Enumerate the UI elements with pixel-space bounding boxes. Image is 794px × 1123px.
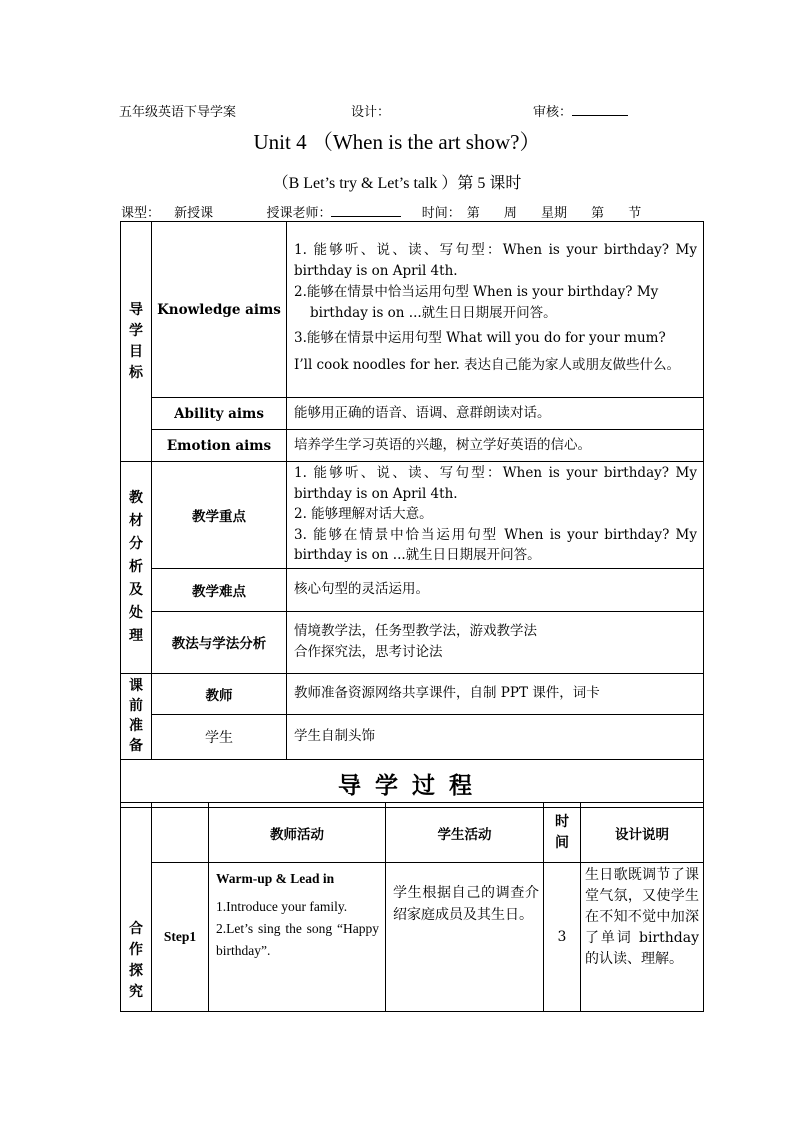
header-design-label: 设计： (351, 105, 391, 120)
teacher-blank (331, 201, 401, 217)
guide-aims-section: 导学目标 (121, 222, 152, 462)
key-line-2: 2. 能够理解对话大意。 (294, 506, 433, 522)
page-title: Unit 4 （When is the art show?） (253, 130, 541, 154)
knowledge-line-1: 1. 能够听、说、读、写句型：When is your birthday? My birthday is on April 4th. (294, 242, 697, 279)
knowledge-aims-cell (287, 222, 704, 398)
step1-teacher-line-1: 1.Introduce your family. (216, 899, 348, 914)
teaching-difficulty-cell: 核心句型的灵活运用。 (287, 568, 704, 611)
process-title: 导学过程 (121, 759, 704, 807)
prep-teacher-label: 教师 (152, 673, 287, 714)
header-review-label: 审核： (533, 105, 573, 120)
prep-section: 课前准备 (121, 673, 152, 759)
teaching-difficulty-label: 教学难点 (152, 568, 287, 611)
method-line-2: 合作探究法，思考讨论法 (294, 643, 443, 660)
step1-teacher-line-2: 2.Let’s sing the song “Happy birthday”. (216, 921, 379, 958)
knowledge-line-5: I’ll cook noodles for her. 表达自己能为家人或朋友做些什么。 (294, 357, 681, 373)
lesson-type-label: 课型： (121, 206, 161, 221)
step1-teacher-cell (209, 863, 386, 1012)
key-line-1: 1. 能够听、说、读、写句型：When is your birthday? My birthday is on April 4th. (294, 465, 697, 502)
step1-label: Step1 (152, 863, 209, 1012)
review-blank (572, 101, 628, 116)
knowledge-line-3: birthday is on ...就生日日期展开问答。 (310, 305, 557, 321)
step1-teacher-title: Warm-up & Lead in (216, 871, 335, 886)
plan-table (120, 221, 704, 808)
col-student-activity: 学生活动 (386, 803, 544, 863)
col-time: 时间 (544, 803, 581, 863)
teaching-key-label: 教学重点 (152, 462, 287, 569)
col-design: 设计说明 (581, 803, 704, 863)
prep-student-cell: 学生自制头饰 (287, 714, 704, 759)
prep-student-label: 学生 (152, 714, 287, 759)
step1-design-cell: 生日歌既调节了课堂气氛，又使学生在不知不觉中加深了单词 birthday 的认读、理解。 (581, 863, 704, 1012)
ability-aims-label: Ability aims (152, 398, 287, 430)
emotion-aims-cell: 培养学生学习英语的兴趣，树立学好英语的信心。 (287, 430, 704, 462)
knowledge-line-4: 3.能够在情景中运用句型 What will you do for your mum? (294, 330, 666, 346)
analysis-section: 教材分析及处理 (121, 462, 152, 674)
emotion-aims-label: Emotion aims (152, 430, 287, 462)
knowledge-aims-label: Knowledge aims (152, 222, 287, 398)
lesson-type-value: 新授课 (164, 202, 246, 222)
teacher-label: 授课老师： (266, 206, 332, 221)
header-course: 五年级英语下导学案 (119, 105, 237, 120)
step1-time: 3 (544, 863, 581, 1012)
key-line-3: 3. 能够在情景中恰当运用句型 When is your birthday? My birthday is on ...就生日日期展开问答。 (294, 526, 697, 563)
col-teacher-activity: 教师活动 (209, 803, 386, 863)
header-review (533, 101, 628, 120)
teaching-key-cell (287, 462, 704, 569)
method-cell (287, 611, 704, 673)
process-table (120, 802, 704, 1012)
step1-student-cell: 学生根据自己的调查介绍家庭成员及其生日。 (386, 863, 544, 1012)
ability-aims-cell: 能够用正确的语音、语调、意群朗读对话。 (287, 398, 704, 430)
time-label: 时间： (421, 206, 461, 221)
cooperate-section: 合作探究 (121, 803, 152, 1012)
method-label: 教法与学法分析 (152, 611, 287, 673)
knowledge-line-2: 2.能够在情景中恰当运用句型 When is your birthday? My (294, 284, 659, 300)
time-value: 第 周 星期 第 节 (461, 202, 665, 222)
step-header-cell (152, 803, 209, 863)
page-subtitle: （B Let’s try & Let’s talk ）第 5 课时 (272, 175, 522, 192)
method-line-1: 情境教学法，任务型教学法，游戏教学法 (294, 623, 537, 639)
prep-teacher-cell: 教师准备资源网络共享课件，自制 PPT 课件，词卡 (287, 673, 704, 714)
lesson-info-line (121, 201, 665, 222)
